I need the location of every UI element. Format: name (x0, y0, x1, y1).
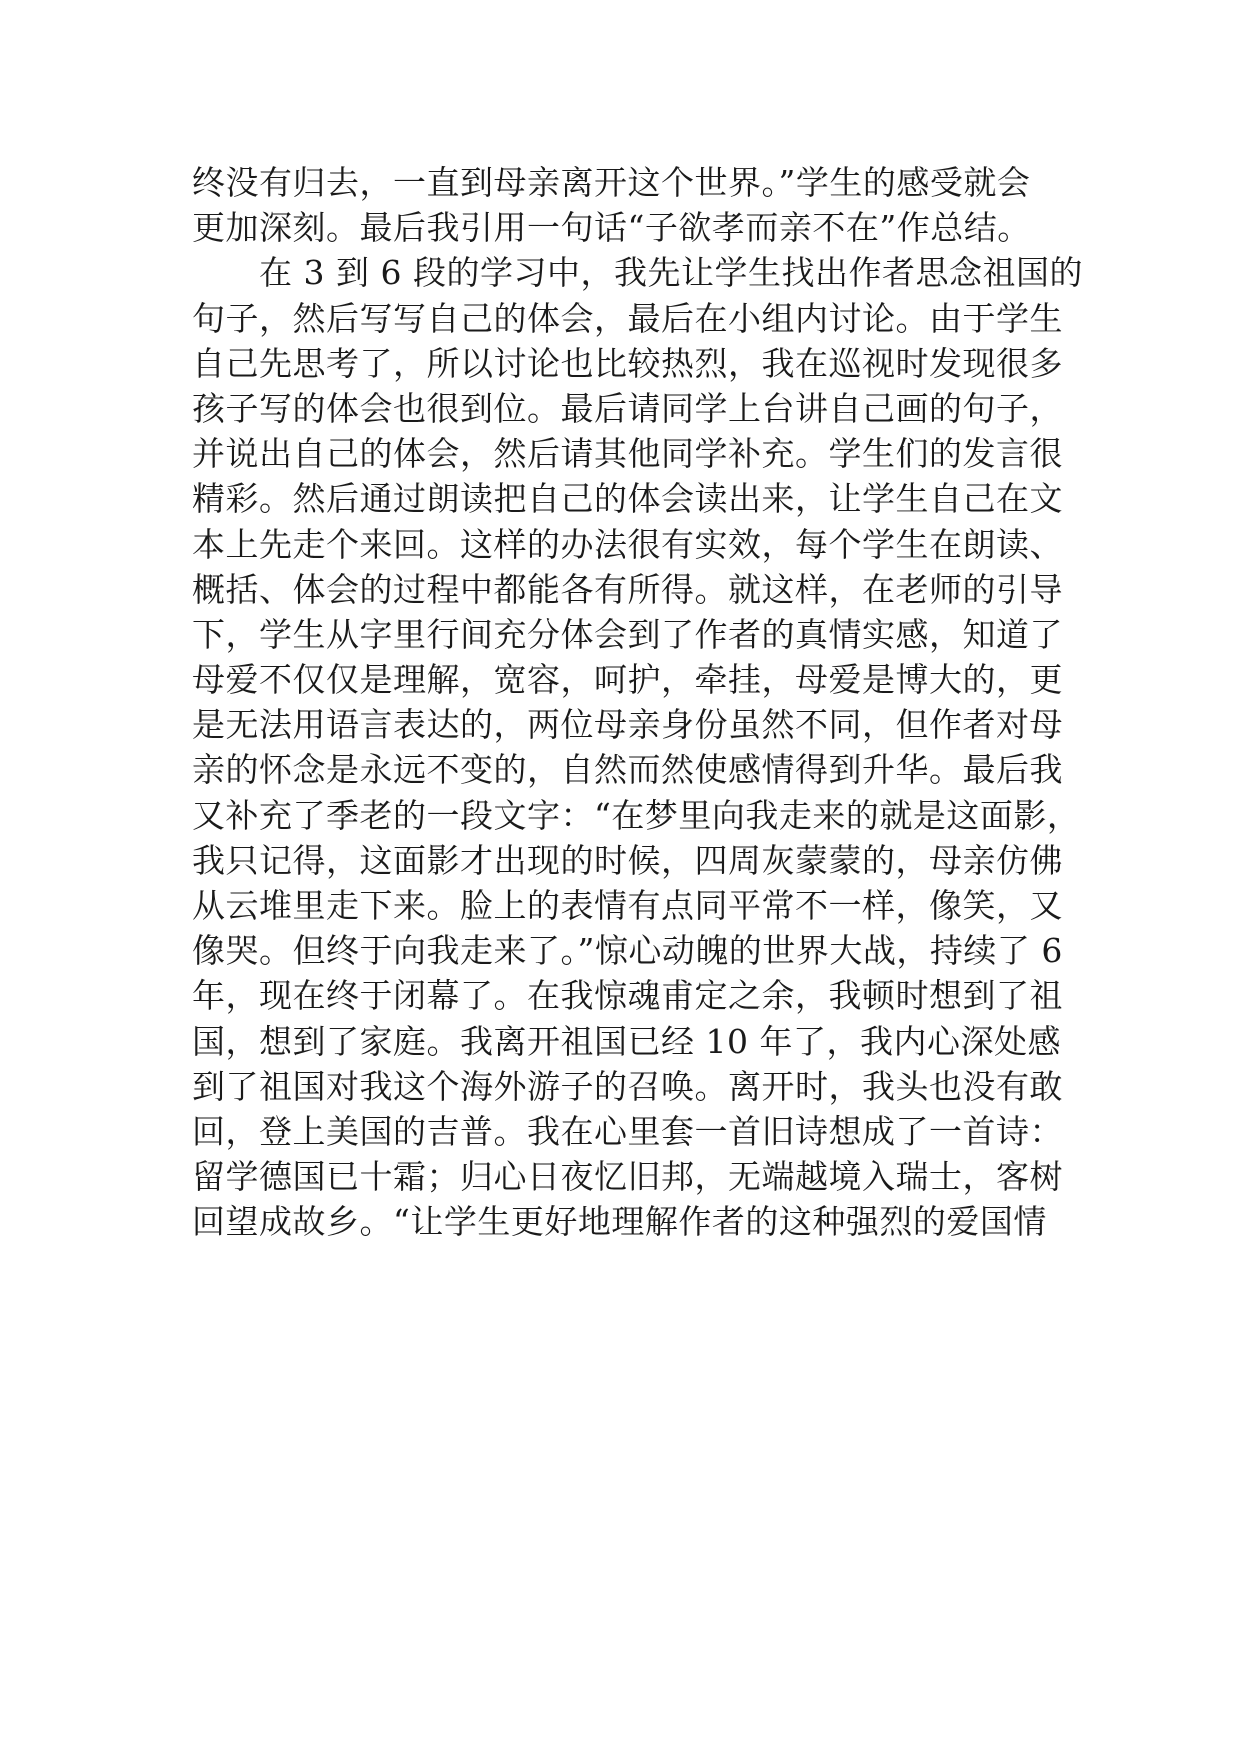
text-line: 回，登上美国的吉普。我在心里套一首旧诗想成了一首诗： (192, 1111, 1063, 1151)
text-line: 句子，然后写写自己的体会，最后在小组内讨论。由于学生 (192, 298, 1063, 338)
text-line: 自己先思考了，所以讨论也比较热烈，我在巡视时发现很多 (192, 343, 1063, 383)
text-line: 像哭。但终于向我走来了。”惊心动魄的世界大战，持续了 6 (192, 931, 1063, 971)
text-line: 下，学生从字里行间充分体会到了作者的真情实感，知道了 (192, 614, 1063, 654)
text-line: 本上先走个来回。这样的办法很有实效，每个学生在朗读、 (192, 524, 1063, 564)
text-line: 并说出自己的体会，然后请其他同学补充。学生们的发言很 (192, 434, 1063, 474)
text-line: 到了祖国对我这个海外游子的召唤。离开时，我头也没有敢 (192, 1066, 1063, 1106)
paragraph-start-line: 在 3 到 6 段的学习中，我先让学生找出作者思念祖国的 (192, 253, 1083, 293)
text-line: 国，想到了家庭。我离开祖国已经 10 年了，我内心深处感 (192, 1021, 1061, 1061)
text-line: 是无法用语言表达的，两位母亲身份虽然不同，但作者对母 (192, 705, 1063, 745)
text-line: 回望成故乡。“让学生更好地理解作者的这种强烈的爱国情 (192, 1202, 1047, 1242)
text-line: 留学德国已十霜；归心日夜忆旧邦，无端越境入瑞士，客树 (192, 1157, 1063, 1197)
text-line: 亲的怀念是永远不变的，自然而然使感情得到升华。最后我 (192, 750, 1063, 790)
body-text (192, 160, 1083, 1245)
text-line: 概括、体会的过程中都能各有所得。就这样，在老师的引导 (192, 569, 1063, 609)
text-line: 年，现在终于闭幕了。在我惊魂甫定之余，我顿时想到了祖 (192, 976, 1063, 1016)
text-line: 孩子写的体会也很到位。最后请同学上台讲自己画的句子， (192, 388, 1063, 428)
text-line: 又补充了季老的一段文字：“在梦里向我走来的就是这面影， (192, 795, 1081, 835)
text-line: 从云堆里走下来。脸上的表情有点同平常不一样，像笑，又 (192, 886, 1063, 925)
text-line: 更加深刻。最后我引用一句话“子欲孝而亲不在”作总结。 (192, 208, 1031, 248)
text-line: 精彩。然后通过朗读把自己的体会读出来，让学生自己在文 (192, 479, 1063, 519)
text-line: 母爱不仅仅是理解，宽容，呵护，牵挂，母爱是博大的，更 (192, 660, 1063, 700)
text-line: 终没有归去，一直到母亲离开这个世界。”学生的感受就会 (192, 163, 1031, 202)
text-line: 我只记得，这面影才出现的时候，四周灰蒙蒙的，母亲仿佛 (192, 840, 1063, 880)
